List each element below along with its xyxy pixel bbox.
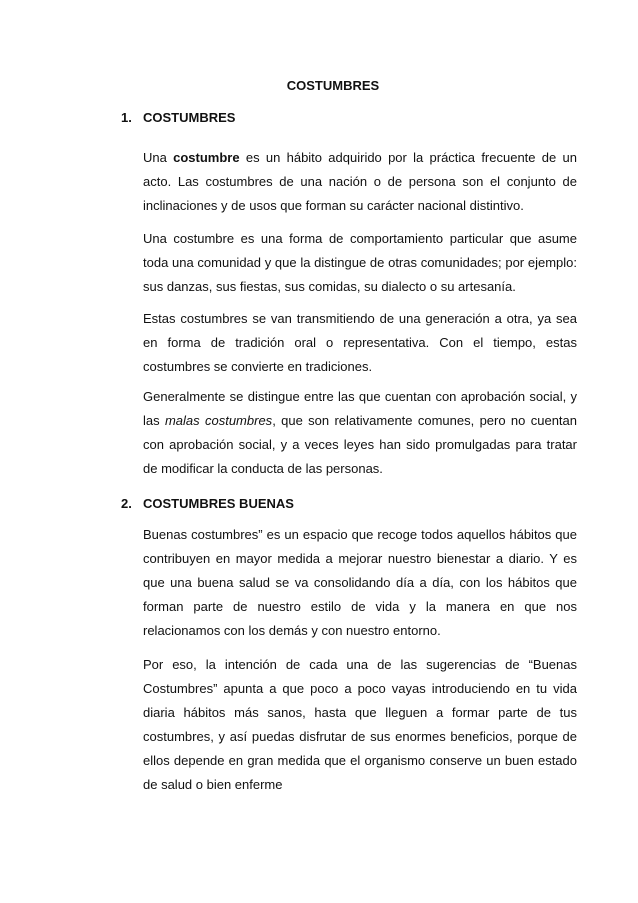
paragraph-rest: , que son relativamente comunes, pero no cuentan con aprobación social, y a veces leyes han sido promulgadas para tratar de modificar la conducta de las personas. xyxy=(143,413,578,476)
paragraph-intro: Una xyxy=(143,150,174,165)
section-2-title: COSTUMBRES BUENAS xyxy=(143,496,294,511)
paragraph-italic-term: malas costumbres xyxy=(164,413,273,428)
section-1-paragraph-4 xyxy=(143,385,577,481)
section-2-paragraph-2: Por eso, la intención de cada una de las sugerencias de “Buenas Costumbres” apunta a que poco a poco vayas introduciendo en tu vida diaria hábitos más sanos, hasta que lleguen a formar parte de tus costumbres, y así puedas disfrutar de sus enormes beneficios, porque de ellos depende en gran medida que el organismo conserve un buen estado de salud o bien enferme xyxy=(143,657,577,792)
section-1-heading xyxy=(121,110,235,125)
section-2-number: 2. xyxy=(121,496,132,511)
paragraph-intro: Generalmente se distingue entre las que cuentan con aprobación social, y las xyxy=(143,389,577,428)
section-1-paragraph-1 xyxy=(143,146,577,218)
section-1-number: 1. xyxy=(121,110,132,125)
section-1-title: COSTUMBRES xyxy=(143,110,236,125)
document-title: COSTUMBRES xyxy=(286,78,380,93)
paragraph-rest: es un hábito adquirido por la práctica frecuente de un acto. Las costumbres de una nación o de persona son el conjunto de inclinaciones y de usos que forman su carácter nacional distintivo. xyxy=(143,150,577,213)
section-1-paragraph-2: Una costumbre es una forma de comportamiento particular que asume toda una comunidad y que la distingue de otras comunidades; por ejemplo: sus danzas, sus fiestas, sus comidas, su dialecto o su artesanía. xyxy=(143,231,577,294)
section-2-heading xyxy=(121,496,294,511)
section-2-paragraph-1: Buenas costumbres” es un espacio que recoge todos aquellos hábitos que contribuyen en mayor medida a mejorar nuestro bienestar a diario. Y es que una buena salud se va consolidando día a día, con los hábitos que forman parte de nuestro estilo de vida y la manera en que nos relacionamos con los demás y con nuestro entorno. xyxy=(143,527,577,638)
section-1-paragraph-3: Estas costumbres se van transmitiendo de una generación a otra, ya sea en forma de tradición oral o representativa. Con el tiempo, estas costumbres se convierte en tradiciones. xyxy=(143,311,577,374)
paragraph-bold-term: costumbre xyxy=(173,150,240,165)
